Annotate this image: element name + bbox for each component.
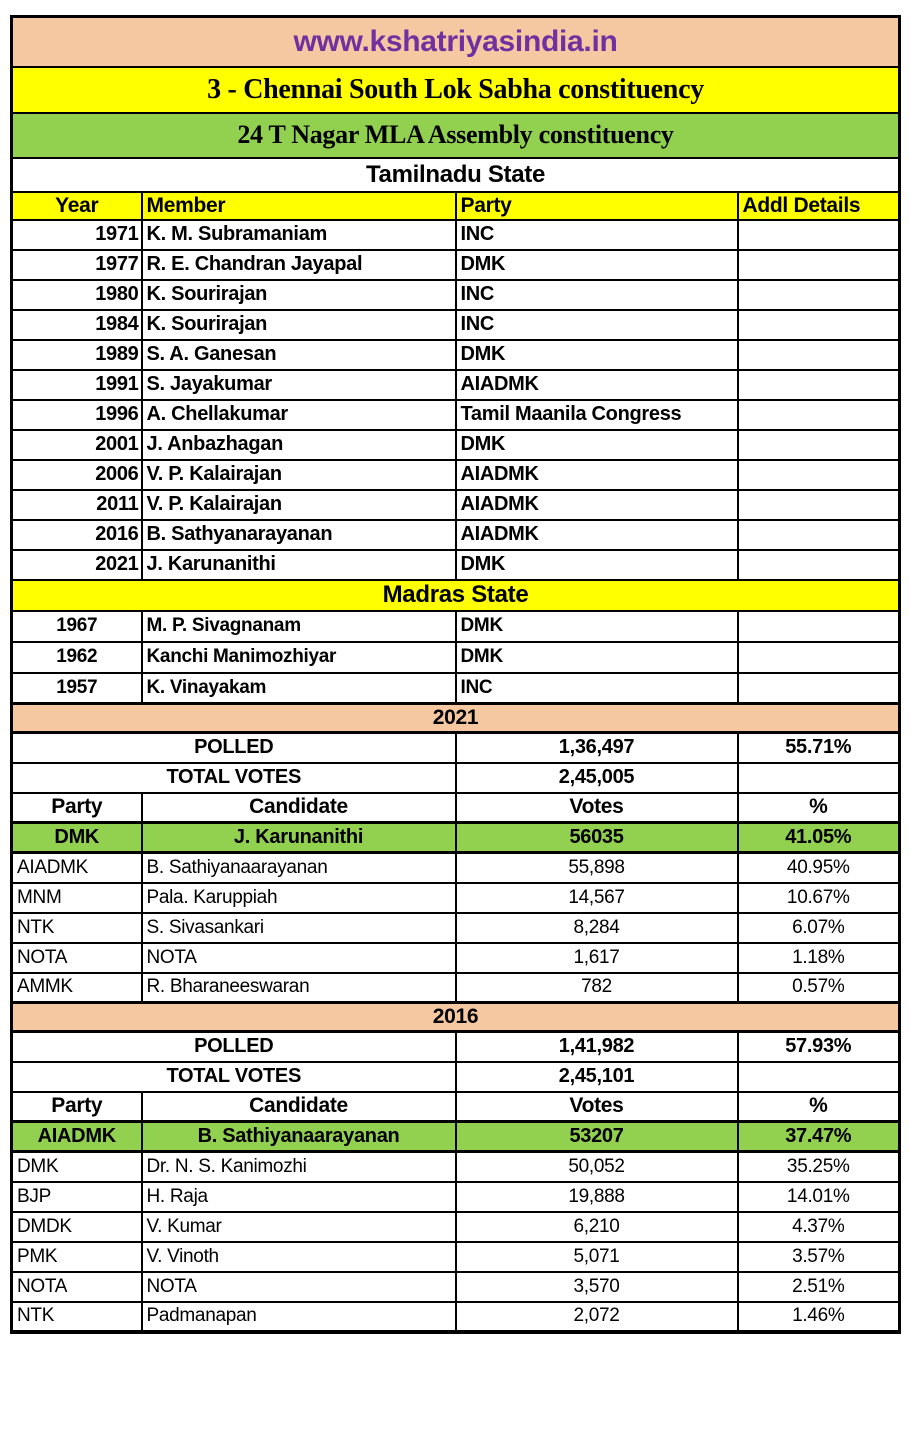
- party-cell: AIADMK: [456, 460, 738, 490]
- total-votes-label: TOTAL VOTES: [12, 763, 456, 793]
- member-cell: J. Karunanithi: [142, 550, 456, 580]
- history-row: [12, 370, 900, 400]
- year-cell: 2011: [12, 490, 142, 520]
- history-row: [12, 490, 900, 520]
- candidate-cell: B. Sathiyanaarayanan: [142, 1122, 456, 1152]
- polled-row: [12, 733, 900, 763]
- votes-cell: 56035: [456, 823, 738, 853]
- history-row: [12, 310, 900, 340]
- history-row: [12, 642, 900, 673]
- assembly-title: 24 T Nagar MLA Assembly constituency: [12, 113, 900, 158]
- party-cell: BJP: [12, 1182, 142, 1212]
- election-year: 2016: [12, 1003, 900, 1032]
- history-row: [12, 250, 900, 280]
- candidate-cell: V. Vinoth: [142, 1242, 456, 1272]
- party-cell: AIADMK: [12, 1122, 142, 1152]
- votes-cell: 14,567: [456, 883, 738, 913]
- website-banner-row: [12, 17, 900, 67]
- year-cell: 1971: [12, 220, 142, 250]
- polled-votes: 1,41,982: [456, 1032, 738, 1062]
- history-row: [12, 220, 900, 250]
- percent-cell: 14.01%: [738, 1182, 900, 1212]
- history-row: [12, 520, 900, 550]
- percent-cell: 10.67%: [738, 883, 900, 913]
- member-cell: J. Anbazhagan: [142, 430, 456, 460]
- constituency-table: [10, 15, 901, 1334]
- addl-cell: [738, 611, 900, 642]
- year-column-header: Year: [12, 192, 142, 220]
- percent-cell: 1.46%: [738, 1302, 900, 1332]
- party-cell: DMK: [12, 1152, 142, 1182]
- election-year: 2021: [12, 704, 900, 733]
- member-cell: S. A. Ganesan: [142, 340, 456, 370]
- party-cell: INC: [456, 310, 738, 340]
- candidate-cell: R. Bharaneeswaran: [142, 973, 456, 1003]
- year-cell: 1980: [12, 280, 142, 310]
- polled-percent: 57.93%: [738, 1032, 900, 1062]
- member-cell: V. P. Kalairajan: [142, 460, 456, 490]
- history-row: [12, 280, 900, 310]
- tamilnadu-state-header: Tamilnadu State: [12, 158, 900, 192]
- percent-cell: 6.07%: [738, 913, 900, 943]
- member-cell: V. P. Kalairajan: [142, 490, 456, 520]
- candidate-row: [12, 883, 900, 913]
- member-column-header: Member: [142, 192, 456, 220]
- addl-cell: [738, 310, 900, 340]
- member-cell: K. Vinayakam: [142, 673, 456, 704]
- assembly-title-row: [12, 113, 900, 158]
- votes-cell: 782: [456, 973, 738, 1003]
- party-cell: INC: [456, 673, 738, 704]
- year-cell: 2016: [12, 520, 142, 550]
- member-cell: K. Sourirajan: [142, 280, 456, 310]
- member-cell: A. Chellakumar: [142, 400, 456, 430]
- madras-state-header-row: [12, 580, 900, 611]
- madras-state-header: Madras State: [12, 580, 900, 611]
- member-cell: Kanchi Manimozhiyar: [142, 642, 456, 673]
- party-cell: AIADMK: [12, 853, 142, 883]
- candidate-row: [12, 943, 900, 973]
- percent-cell: 0.57%: [738, 973, 900, 1003]
- addl-cell: [738, 490, 900, 520]
- candidate-cell: J. Karunanithi: [142, 823, 456, 853]
- history-columns-row: [12, 192, 900, 220]
- party-cell: NTK: [12, 1302, 142, 1332]
- year-cell: 1991: [12, 370, 142, 400]
- history-row: [12, 460, 900, 490]
- total-votes-percent: [738, 1062, 900, 1092]
- percent-column-header: %: [738, 793, 900, 823]
- votes-cell: 2,072: [456, 1302, 738, 1332]
- member-cell: K. Sourirajan: [142, 310, 456, 340]
- candidate-row: [12, 1242, 900, 1272]
- party-cell: DMK: [456, 340, 738, 370]
- votes-cell: 50,052: [456, 1152, 738, 1182]
- candidate-column-header: Candidate: [142, 1092, 456, 1122]
- party-column-header: Party: [12, 1092, 142, 1122]
- results-columns-row: [12, 1092, 900, 1122]
- history-row: [12, 430, 900, 460]
- percent-cell: 4.37%: [738, 1212, 900, 1242]
- candidate-row: [12, 1152, 900, 1182]
- candidate-cell: NOTA: [142, 943, 456, 973]
- total-votes-label: TOTAL VOTES: [12, 1062, 456, 1092]
- lok-sabha-title-row: [12, 67, 900, 113]
- candidate-cell: Padmanapan: [142, 1302, 456, 1332]
- addl-cell: [738, 430, 900, 460]
- addl-cell: [738, 550, 900, 580]
- polled-percent: 55.71%: [738, 733, 900, 763]
- polled-row: [12, 1032, 900, 1062]
- percent-cell: 40.95%: [738, 853, 900, 883]
- year-cell: 2021: [12, 550, 142, 580]
- member-cell: B. Sathyanarayanan: [142, 520, 456, 550]
- history-row: [12, 340, 900, 370]
- party-column-header: Party: [12, 793, 142, 823]
- votes-cell: 55,898: [456, 853, 738, 883]
- candidate-row: [12, 1302, 900, 1332]
- results-columns-row: [12, 793, 900, 823]
- party-cell: DMK: [456, 642, 738, 673]
- candidate-cell: Dr. N. S. Kanimozhi: [142, 1152, 456, 1182]
- candidate-row: [12, 1212, 900, 1242]
- member-cell: M. P. Sivagnanam: [142, 611, 456, 642]
- party-cell: DMK: [456, 250, 738, 280]
- percent-cell: 35.25%: [738, 1152, 900, 1182]
- candidate-row: [12, 1272, 900, 1302]
- candidate-cell: B. Sathiyanaarayanan: [142, 853, 456, 883]
- year-cell: 1989: [12, 340, 142, 370]
- constituency-sheet: [10, 15, 898, 1334]
- addl-cell: [738, 220, 900, 250]
- polled-votes: 1,36,497: [456, 733, 738, 763]
- party-cell: MNM: [12, 883, 142, 913]
- candidate-cell: Pala. Karuppiah: [142, 883, 456, 913]
- votes-column-header: Votes: [456, 793, 738, 823]
- candidate-row: [12, 913, 900, 943]
- addl-details-column-header: Addl Details: [738, 192, 900, 220]
- votes-column-header: Votes: [456, 1092, 738, 1122]
- party-cell: AIADMK: [456, 490, 738, 520]
- year-cell: 1996: [12, 400, 142, 430]
- total-votes-row: [12, 1062, 900, 1092]
- candidate-row: [12, 1182, 900, 1212]
- history-row: [12, 550, 900, 580]
- year-cell: 2006: [12, 460, 142, 490]
- candidate-column-header: Candidate: [142, 793, 456, 823]
- percent-cell: 41.05%: [738, 823, 900, 853]
- candidate-cell: NOTA: [142, 1272, 456, 1302]
- votes-cell: 8,284: [456, 913, 738, 943]
- winner-row: [12, 823, 900, 853]
- addl-cell: [738, 520, 900, 550]
- history-row: [12, 611, 900, 642]
- lok-sabha-title: 3 - Chennai South Lok Sabha constituency: [12, 67, 900, 113]
- addl-cell: [738, 642, 900, 673]
- member-cell: K. M. Subramaniam: [142, 220, 456, 250]
- votes-cell: 53207: [456, 1122, 738, 1152]
- votes-cell: 19,888: [456, 1182, 738, 1212]
- party-cell: DMK: [456, 430, 738, 460]
- party-cell: NTK: [12, 913, 142, 943]
- polled-label: POLLED: [12, 1032, 456, 1062]
- year-cell: 1977: [12, 250, 142, 280]
- website-banner: www.kshatriyasindia.in: [12, 17, 900, 67]
- votes-cell: 6,210: [456, 1212, 738, 1242]
- addl-cell: [738, 460, 900, 490]
- year-cell: 1967: [12, 611, 142, 642]
- percent-cell: 2.51%: [738, 1272, 900, 1302]
- winner-row: [12, 1122, 900, 1152]
- year-cell: 1962: [12, 642, 142, 673]
- addl-cell: [738, 370, 900, 400]
- year-cell: 1957: [12, 673, 142, 704]
- party-cell: NOTA: [12, 1272, 142, 1302]
- member-cell: R. E. Chandran Jayapal: [142, 250, 456, 280]
- year-cell: 1984: [12, 310, 142, 340]
- election-year-band: [12, 1003, 900, 1032]
- party-cell: PMK: [12, 1242, 142, 1272]
- addl-cell: [738, 400, 900, 430]
- total-votes-row: [12, 763, 900, 793]
- percent-cell: 1.18%: [738, 943, 900, 973]
- percent-cell: 37.47%: [738, 1122, 900, 1152]
- addl-cell: [738, 673, 900, 704]
- party-cell: DMK: [456, 550, 738, 580]
- member-cell: S. Jayakumar: [142, 370, 456, 400]
- total-votes-value: 2,45,005: [456, 763, 738, 793]
- polled-label: POLLED: [12, 733, 456, 763]
- party-cell: AIADMK: [456, 520, 738, 550]
- party-cell: DMK: [456, 611, 738, 642]
- addl-cell: [738, 280, 900, 310]
- addl-cell: [738, 340, 900, 370]
- party-cell: DMK: [12, 823, 142, 853]
- percent-column-header: %: [738, 1092, 900, 1122]
- candidate-row: [12, 973, 900, 1003]
- party-cell: NOTA: [12, 943, 142, 973]
- tamilnadu-state-header-row: [12, 158, 900, 192]
- party-cell: INC: [456, 280, 738, 310]
- candidate-row: [12, 853, 900, 883]
- party-column-header: Party: [456, 192, 738, 220]
- party-cell: Tamil Maanila Congress: [456, 400, 738, 430]
- votes-cell: 3,570: [456, 1272, 738, 1302]
- total-votes-value: 2,45,101: [456, 1062, 738, 1092]
- year-cell: 2001: [12, 430, 142, 460]
- history-row: [12, 673, 900, 704]
- party-cell: DMDK: [12, 1212, 142, 1242]
- percent-cell: 3.57%: [738, 1242, 900, 1272]
- addl-cell: [738, 250, 900, 280]
- party-cell: INC: [456, 220, 738, 250]
- candidate-cell: H. Raja: [142, 1182, 456, 1212]
- candidate-cell: V. Kumar: [142, 1212, 456, 1242]
- party-cell: AMMK: [12, 973, 142, 1003]
- candidate-cell: S. Sivasankari: [142, 913, 456, 943]
- party-cell: AIADMK: [456, 370, 738, 400]
- total-votes-percent: [738, 763, 900, 793]
- election-year-band: [12, 704, 900, 733]
- history-row: [12, 400, 900, 430]
- votes-cell: 1,617: [456, 943, 738, 973]
- votes-cell: 5,071: [456, 1242, 738, 1272]
